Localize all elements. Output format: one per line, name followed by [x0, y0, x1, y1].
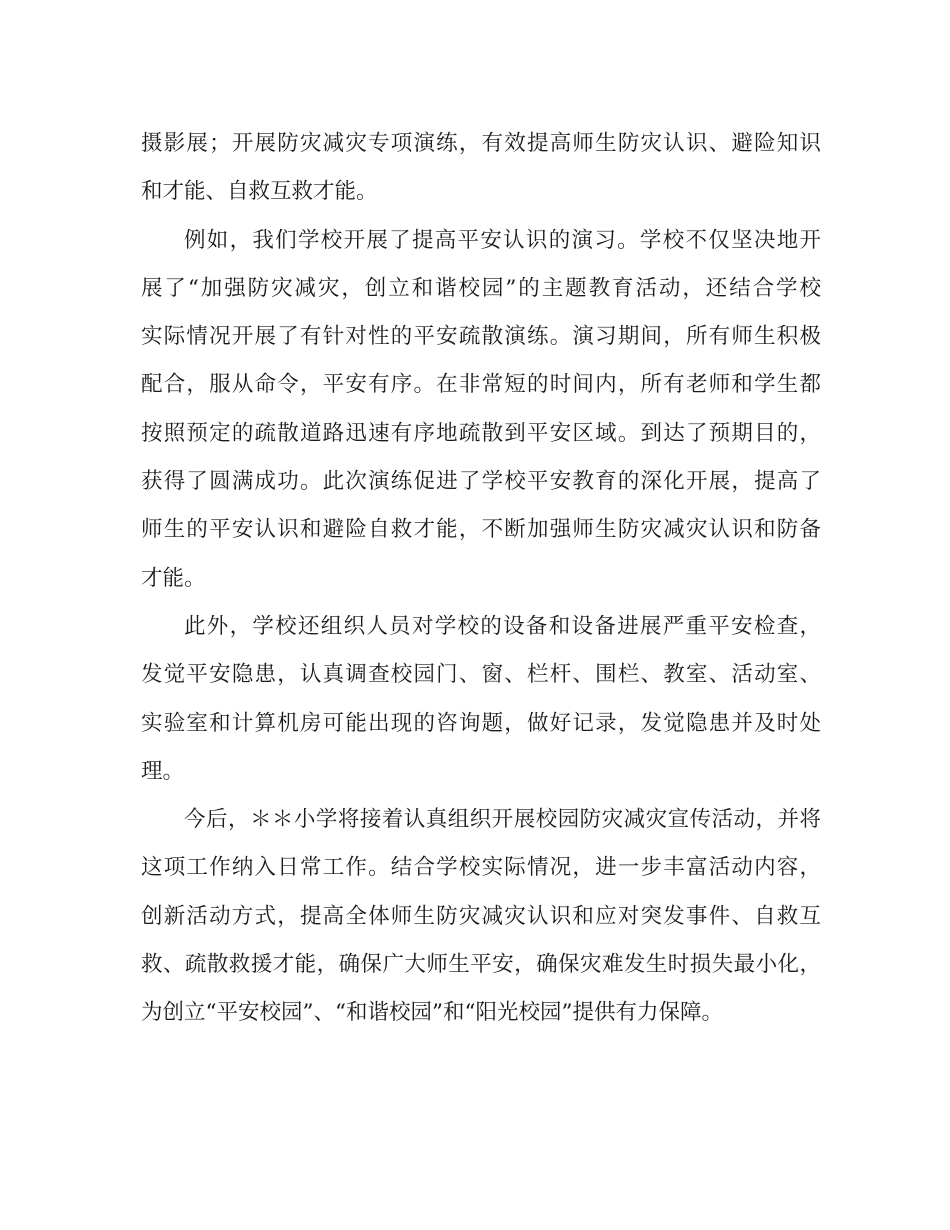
text-line: 救、疏散救援才能，确保广大师生平安，确保灾难发生时损失最小化， — [141, 952, 821, 978]
text-line: 实际情况开展了有针对性的平安疏散演练。演习期间，所有师生积极 — [141, 324, 821, 350]
text-line: 创新活动方式，提高全体师生防灾减灾认识和应对突发事件、自救互 — [141, 903, 821, 929]
text-line: 和才能、自救互救才能。 — [141, 179, 378, 205]
text-line: 按照预定的疏散道路迅速有序地疏散到平安区域。到达了预期目的， — [141, 420, 821, 446]
text-line: 这项工作纳入日常工作。结合学校实际情况，进一步丰富活动内容， — [141, 855, 821, 881]
text-line: 师生的平安认识和避险自救才能，不断加强师生防灾减灾认识和防备 — [141, 517, 821, 543]
text-line: 配合，服从命令，平安有序。在非常短的时间内，所有老师和学生都 — [141, 372, 821, 398]
text-line: 理。 — [141, 758, 185, 784]
text-line: 此外，学校还组织人员对学校的设备和设备进展严重平安检查， — [184, 613, 821, 639]
text-line: 今后，＊＊小学将接着认真组织开展校园防灾减灾宣传活动，并将 — [184, 807, 821, 833]
text-line: 获得了圆满成功。此次演练促进了学校平安教育的深化开展，提高了 — [141, 469, 821, 495]
text-line: 发觉平安隐患，认真调查校园门、窗、栏杆、围栏、教室、活动室、 — [141, 662, 821, 688]
text-line: 摄影展；开展防灾减灾专项演练，有效提高师生防灾认识、避险知识 — [141, 131, 821, 156]
text-line: 展了“加强防灾减灾，创立和谐校园”的主题教育活动，还结合学校 — [141, 275, 821, 301]
text-line: 例如，我们学校开展了提高平安认识的演习。学校不仅坚决地开 — [184, 227, 821, 253]
text-line: 实验室和计算机房可能出现的咨询题，做好记录，发觉隐患并及时处 — [141, 710, 821, 736]
text-line: 为创立“平安校园”、“和谐校园”和“阳光校园”提供有力保障。 — [141, 1000, 723, 1026]
text-line: 才能。 — [141, 565, 206, 591]
body-text — [141, 120, 821, 1038]
